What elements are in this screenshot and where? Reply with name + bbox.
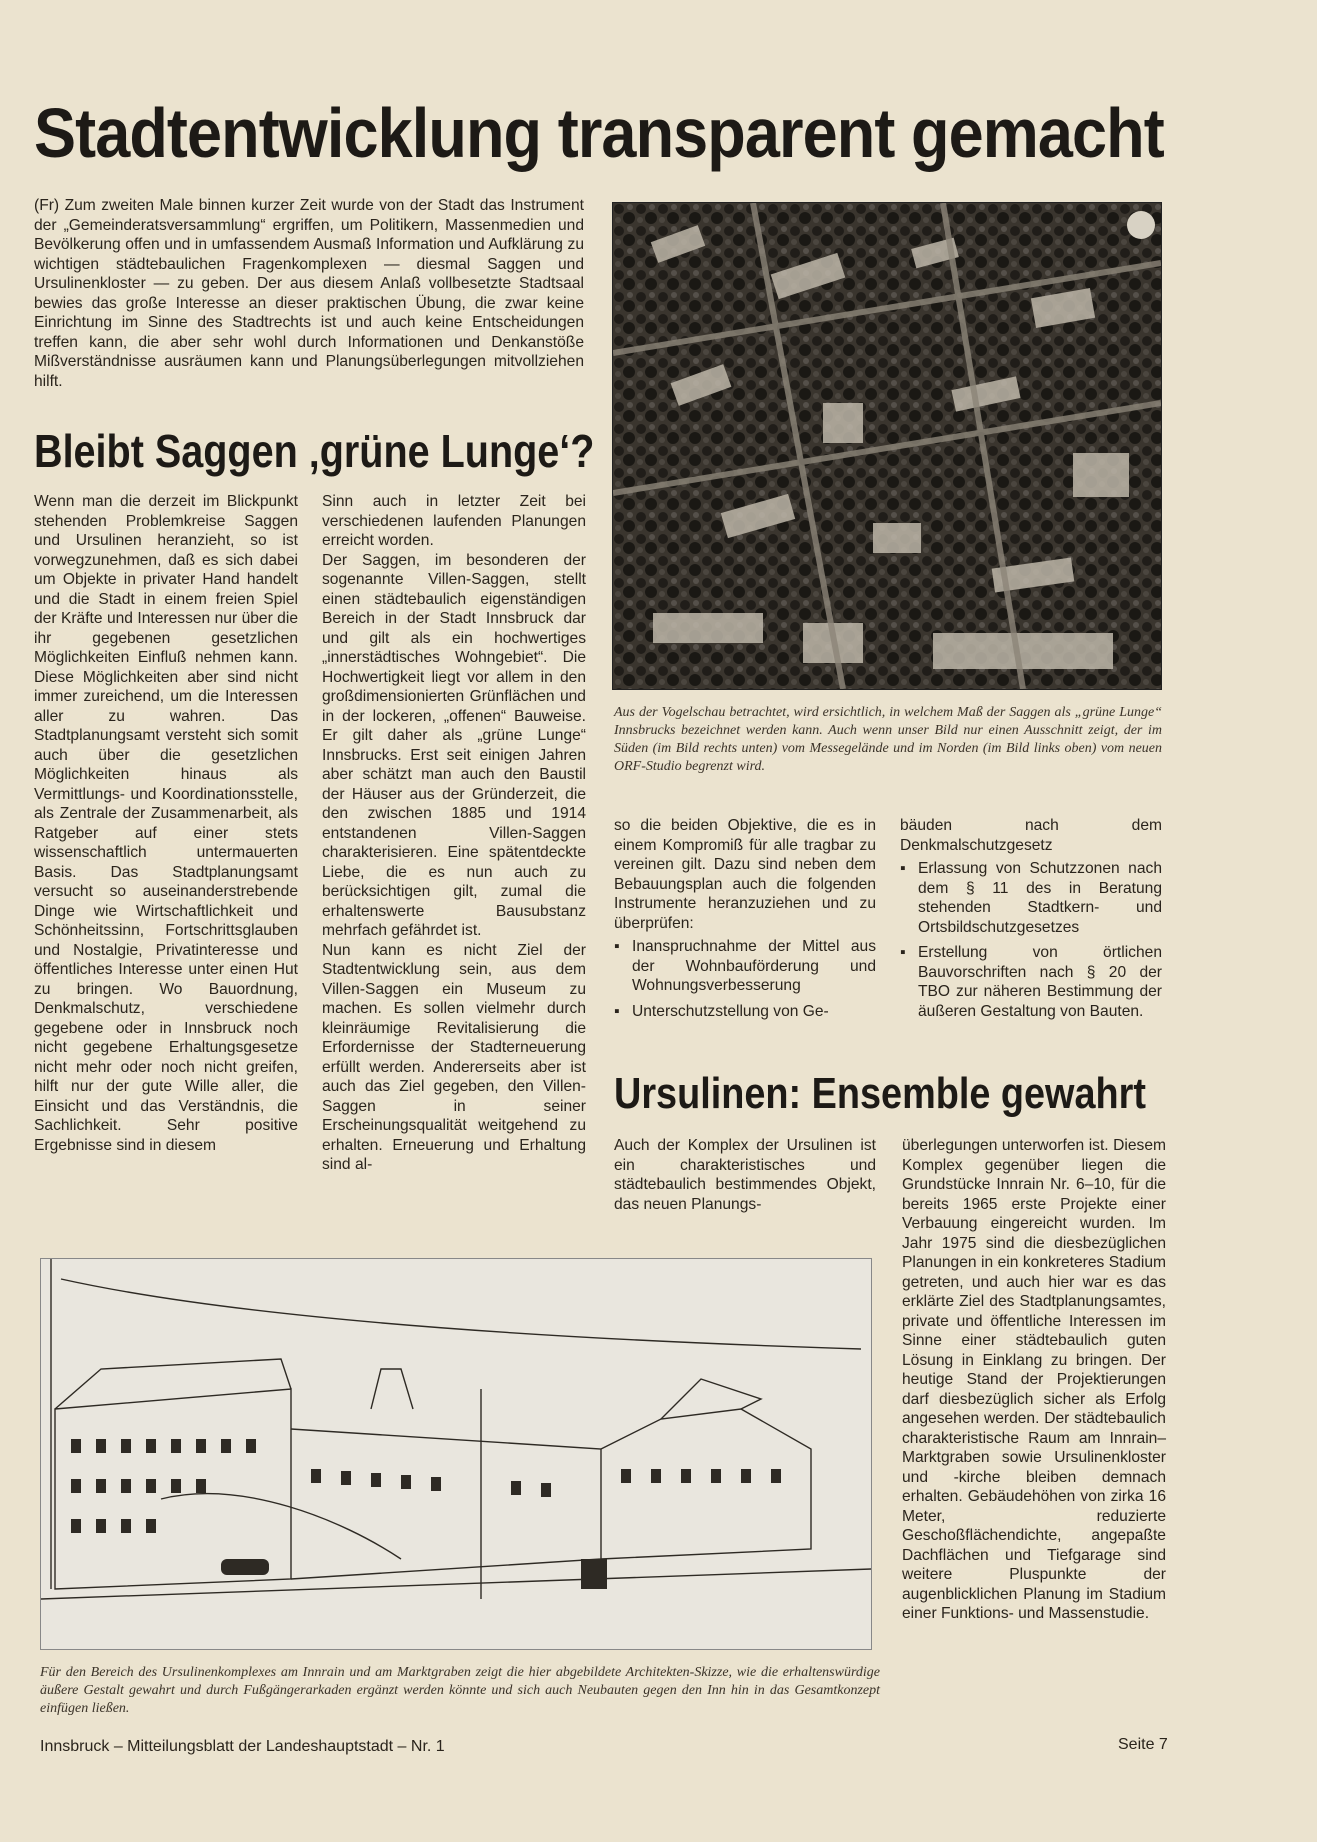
instruments-continuation: bäuden nach dem Denkmalschutzgesetz: [900, 817, 1162, 854]
instruments-column-right: [900, 816, 1162, 1027]
saggen-column-2-para-1: Sinn auch in letzter Zeit bei verschiedenen laufenden Planungen erreicht worden.: [322, 493, 586, 549]
aerial-photo-image: [613, 203, 1161, 689]
instruments-intro: so die beiden Objektive, die es in einem Kompromiß für alle tragbar zu vereinen gilt. Dazu sind neben dem Bebauungsplan auch die folgenden Instrumente heranzuziehen und zu überprüfen:: [614, 817, 876, 932]
ursulinen-column-1: Auch der Komplex der Ursulinen ist ein charakteristisches und städtebaulich bestimmendes Objekt, das neuen Planungs-: [614, 1137, 876, 1213]
aerial-photo-caption: Aus der Vogelschau betrachtet, wird ersichtlich, in welchem Maß der Saggen als „grüne Lunge“ Innsbrucks bezeichnet werden kann. Auch wenn unser Bild nur einen Ausschnitt zeigt, der im Süden (im Bild rechts unten) vom Messegelände und im Norden (im Bild links oben) vom neuen ORF-Studio begrenzt wird.: [614, 705, 1162, 774]
ursulinen-column-2: überlegungen unterworfen ist. Diesem Komplex gegenüber liegen die Grundstücke Innrain Nr. 6–10, für die bereits 1965 erste Projekte einer Verbauung eingereicht wurden. Im Jahr 1975 sind die diesbezüglichen Planungen in ein konkreteres Stadium getreten, und auch hier war es das erklärte Ziel des Stadtplanungsamtes, private und öffentliche Interessen im Sinne einer städtebaulich guten Lösung in Einklang zu bringen. Der heutige Stand der Projektierungen darf diesbezüglich sicher als Erfolg angesehen werden. Der städtebaulich charakteristische Raum am Innrain–Marktgraben sowie Ursulinenkloster und -kirche bleiben demnach erhalten. Gebäudehöhen von zirka 16 Meter, reduzierte Geschoßflächendichte, angepaßte Dachflächen und Tiefgarage sind weitere Pluspunkte der augenblicklichen Planung im Stadium einer Funktions- und Massenstudie.: [902, 1137, 1166, 1622]
intro-paragraph: (Fr) Zum zweiten Male binnen kurzer Zeit wurde von der Stadt das Instrument der „Gemeinderatsversammlung“ ergriffen, um Politikern, Massenmedien und Bevölkerung offen und in umfassendem Ausmaß Information und Aufklärung zu wichtigen städtebaulichen Fragenkomplexen — diesmal Saggen und Ursulinenkloster — zu geben. Der aus diesem Anlaß vollbesetzte Stadtsaal bewies das große Interesse an dieser praktischen Übung, die zwar keine Einrichtung im Sinne des Stadtrechts ist und auch keine Entscheidungen treffen kann, die aber sehr wohl durch Informationen und Denkanstöße Mißverständnisse ausräumen kann und Planungsüberlegungen mitvollziehen hilft.: [34, 197, 584, 390]
aerial-photo: [612, 202, 1162, 690]
sketch-caption: Für den Bereich des Ursulinenkomplexes am Innrain und am Marktgraben zeigt die hier abgebildete Architekten-Skizze, wie die erhaltenswürdige äußere Gestalt gewahrt und durch Fußgängerarkaden ergänzt werden könnte und sich auch Neubauten gegen den Inn hin in das Gesamtkonzept einfügen ließen.: [40, 1665, 880, 1716]
architect-sketch: [40, 1258, 872, 1650]
list-item: ▪ Erlassung von Schutzzonen nach dem § 11 des in Beratung stehenden Stadtkern- und Ortsbildschutzgesetzes: [900, 859, 1162, 937]
footer-page-number: Seite 7: [1118, 1736, 1168, 1753]
list-item: ▪ Erstellung von örtlichen Bauvorschriften nach § 20 der TBO zur näheren Bestimmung der äußeren Gestaltung von Bauten.: [900, 943, 1162, 1021]
architect-sketch-image: [41, 1259, 871, 1649]
saggen-column-1: Wenn man die derzeit im Blickpunkt stehenden Problemkreise Saggen und Ursulinen heranzieht, so ist vorwegzunehmen, daß es sich dabei um Objekte in privater Hand handelt und die Stadt in einem freien Spiel der Kräfte und Interessen nur über die ihr gegebenen gesetzlichen Möglichkeiten Einfluß nehmen kann. Diese Möglichkeiten aber sind nicht immer zureichend, um die Interessen aller zu wahren. Das Stadtplanungsamt versteht sich somit auch über die gesetzlichen Möglichkeiten hinaus als Vermittlungs- und Koordinationsstelle, als Zentrale der Zusammenarbeit, als Ratgeber auf einer stets wissenschaftlich untermauerten Basis. Das Stadtplanungsamt versucht so auseinanderstrebende Dinge wie Wirtschaftlichkeit und Schönheitssinn, Fortschrittsglauben und Nostalgie, Privatinteresse und öffentliches Interesse unter einen Hut zu bringen. Wo Bauordnung, Denkmalschutz, verschiedene gegebene oder in Innsbruck noch nicht gegebene Erhaltungsgesetze nicht mehr oder noch nicht greifen, hilft nur der gute Wille aller, die Einsicht und das Verständnis, die Sachlichkeit. Sehr positive Ergebnisse sind in diesem: [34, 493, 298, 1154]
instruments-list-left: [614, 937, 876, 1021]
list-item: ▪ Inanspruchnahme der Mittel aus der Wohnbauförderung und Wohnungsverbesserung: [614, 937, 876, 996]
page-headline: Stadtentwicklung transparent gemacht: [34, 94, 1164, 172]
section-heading-saggen: Bleibt Saggen ‚grüne Lunge‘?: [34, 425, 595, 477]
saggen-column-2-para-3: Nun kann es nicht Ziel der Stadtentwicklung sein, aus dem Villen-Saggen ein Museum zu machen. Es sollen vielmehr durch kleinräumige Revitalisierung die Erfordernisse der Stadterneuerung erfüllt werden. Andererseits aber ist auch das Ziel gegeben, den Villen-Saggen in seiner Erscheinungsqualität weitgehend zu erhalten. Erneuerung und Erhaltung sind al-: [322, 941, 586, 1173]
instruments-column: [614, 816, 876, 1027]
saggen-column-2-para-2: Der Saggen, im besonderen der sogenannte Villen-Saggen, stellt einen städtebaulich eigenständigen Bereich in der Stadt Innsbruck dar und gilt als ein hochwertiges „innerstädtisches Wohngebiet“. Die Hochwertigkeit liegt vor allem in den großdimensionierten Grünflächen und in der lockeren, „offenen“ Bauweise. Er gilt daher als „grüne Lunge“ Innsbrucks. Erst seit einigen Jahren aber schätzt man auch den Baustil der Häuser aus der Gründerzeit, die den zwischen 1885 und 1914 entstandenen Villen-Saggen charakterisieren. Eine spätentdeckte Liebe, die es nun auch zu berücksichtigen gilt, zumal die erhaltenswerte Bausubstanz mehrfach gefährdet ist.: [322, 551, 586, 939]
footer-publication: Innsbruck – Mitteilungsblatt der Landeshauptstadt – Nr. 1: [40, 1738, 445, 1755]
section-heading-ursulinen: Ursulinen: Ensemble gewahrt: [614, 1069, 1146, 1118]
saggen-column-2: [322, 492, 586, 1175]
instruments-list-right: [900, 859, 1162, 1021]
list-item: ▪ Unterschutzstellung von Ge-: [614, 1002, 876, 1022]
